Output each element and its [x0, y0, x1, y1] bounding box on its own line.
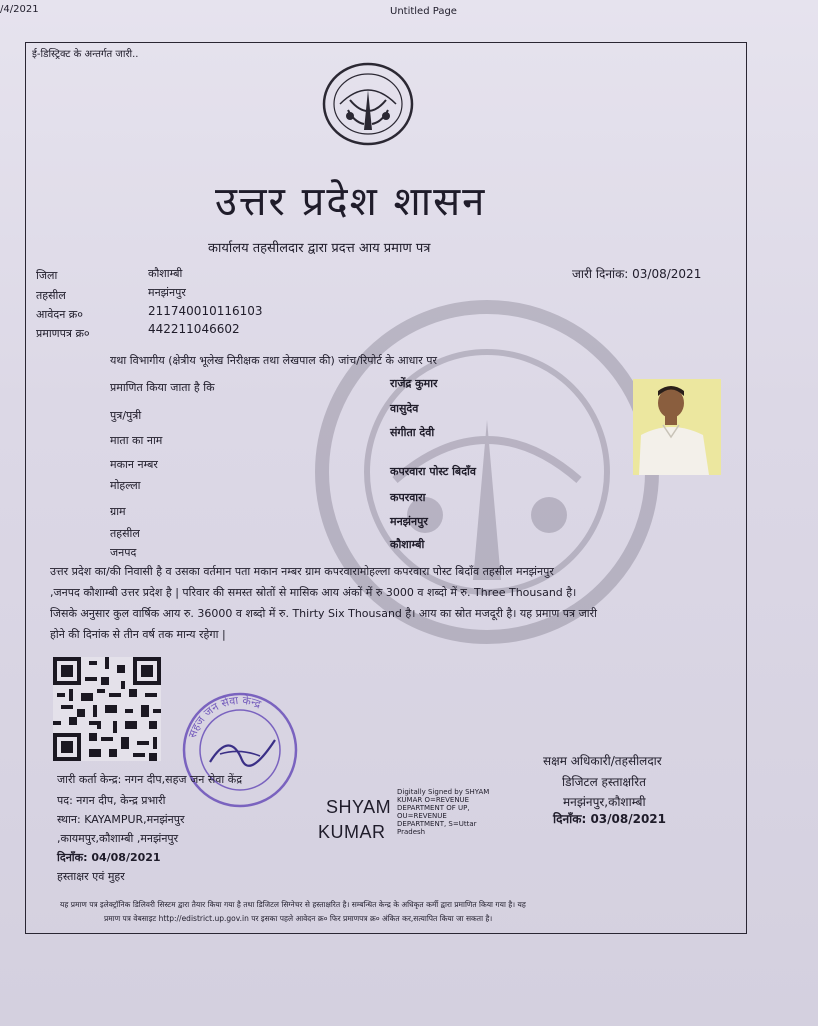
tehsil2-label: तहसील — [110, 527, 140, 540]
authority-digital: डिजिटल हस्ताक्षरित — [562, 775, 646, 789]
mohalla-value: कपरवारा पोस्ट बिदाँव — [390, 465, 477, 478]
print-page-title: Untitled Page — [390, 6, 457, 17]
house-no-label: मकान नम्बर — [110, 458, 158, 471]
authority-date: दिनाँक: 03/08/2021 — [553, 812, 667, 826]
village-label: ग्राम — [110, 505, 126, 518]
up-government-emblem-icon — [320, 60, 416, 148]
issuer-date: दिनाँक: 04/08/2021 — [57, 851, 161, 864]
district2-label: जनपद — [110, 546, 137, 559]
certificate-no-label: प्रमाणपत्र क्र० — [36, 327, 90, 340]
verification-line: यथा विभागीय (क्षेत्रीय भूलेख निरीक्षक तथा लेखपाल की) जांच/रिपोर्ट के आधार पर — [110, 354, 437, 367]
footer-line-1: यह प्रमाण पत्र इलेक्ट्रॉनिक डिलिवरी सिस्टम द्वारा तैयार किया गया है तथा डिजिटल सिग्नेचर से हस्ताक्षरित है। सम्बन्धित केन्द्र के अधिकृत कर्मी द्वारा प्रमाणित किया गया है। यह — [60, 900, 526, 909]
service-center-seal-icon — [180, 690, 300, 810]
verification-qr-code — [53, 657, 161, 761]
authority-place: मनझंनपुर,कौशाम्बी — [563, 795, 646, 809]
svg-text:सहज जन सेवा केन्द्र: सहज जन सेवा केन्द्र — [185, 693, 263, 740]
application-no-label: आवेदन क्र० — [36, 308, 83, 321]
parent-value: वासुदेव — [390, 402, 419, 415]
signer-name-line-1: SHYAM — [326, 797, 392, 817]
digital-signature-details: Digitally Signed by SHYAM KUMAR O=REVENUE DEPARTMENT OF UP, OU=REVENUE DEPARTMENT, S=Uttar Pradesh — [397, 788, 490, 836]
mother-label: माता का नाम — [110, 434, 163, 447]
footer-line-2: प्रमाण पत्र वेबसाइट http://edistrict.up.gov.in पर इसका पहले आवेदन क्र० फिर प्रमाणपत्र क्र० अंकित कर,सत्यापित किया जा सकता है। — [104, 914, 493, 923]
income-paragraph-line-1: उत्तर प्रदेश का/की निवासी है व उसका वर्तमान पता मकान नम्बर ग्राम कपरवारामोहल्ला कपरवारा पोस्ट बिदाँव तहसील मनझंनपुर — [50, 565, 554, 578]
issuer-post: पद: नगन दीप, केन्द्र प्रभारी — [57, 794, 166, 807]
income-paragraph-line-3: जिसके अनुसार कुल वार्षिक आय रु. 36000 व शब्दो में रु. Thirty Six Thousand है। आय का स्रोत मजदूरी है। यह प्रमाण पत्र जारी — [50, 607, 597, 620]
tehsil-value: मनझंनपुर — [148, 286, 186, 299]
district2-value: कौशाम्बी — [390, 538, 425, 551]
income-paragraph-line-2: ,जनपद कौशाम्बी उत्तर प्रदेश है | परिवार की समस्त स्रोतों से मासिक आय अंकों में रु 3000 व शब्दो में रु. Three Thousand है। — [50, 586, 577, 599]
tehsil-label: तहसील — [36, 289, 66, 302]
certificate-no-value: 442211046602 — [148, 322, 240, 336]
certified-label: प्रमाणित किया जाता है कि — [110, 381, 215, 394]
certificate-title: उत्तर प्रदेश शासन — [215, 179, 487, 225]
issuer-place-2: ,कायमपुर,कौशाम्बी ,मनझंनपुर — [57, 832, 179, 845]
village-value: कपरवारा — [390, 491, 426, 504]
issue-date: जारी दिनांक: 03/08/2021 — [572, 267, 702, 281]
tehsil2-value: मनझंनपुर — [390, 515, 428, 528]
issued-under-label: ई-डिस्ट्रिक्ट के अन्तर्गत जारी.. — [32, 49, 139, 60]
mohalla-label: मोहल्ला — [110, 479, 141, 492]
certificate-subtitle: कार्यालय तहसीलदार द्वारा प्रदत्त आय प्रमाण पत्र — [208, 241, 431, 256]
signer-name-line-2: KUMAR — [318, 822, 386, 842]
application-no-value: 211740010116103 — [148, 304, 263, 318]
authority-title: सक्षम अधिकारी/तहसीलदार — [543, 754, 662, 768]
mother-value: संगीता देवी — [390, 426, 435, 439]
parent-label: पुत्र/पुत्री — [110, 409, 142, 422]
issuer-sign-label: हस्ताक्षर एवं मुहर — [57, 870, 125, 883]
print-date: /4/2021 — [0, 4, 39, 15]
district-value: कौशाम्बी — [148, 267, 183, 280]
issuer-center: जारी कर्ता केन्द्र: नगन दीप,सहज जन सेवा केंद्र — [57, 773, 243, 786]
income-paragraph-line-4: होने की दिनांक से तीन वर्ष तक मान्य रहेगा | — [50, 628, 226, 641]
district-label: जिला — [36, 269, 58, 282]
applicant-photo — [633, 379, 721, 475]
issuer-place-1: स्थान: KAYAMPUR,मनझंनपुर — [57, 813, 185, 826]
applicant-name: राजेंद्र कुमार — [390, 377, 438, 390]
